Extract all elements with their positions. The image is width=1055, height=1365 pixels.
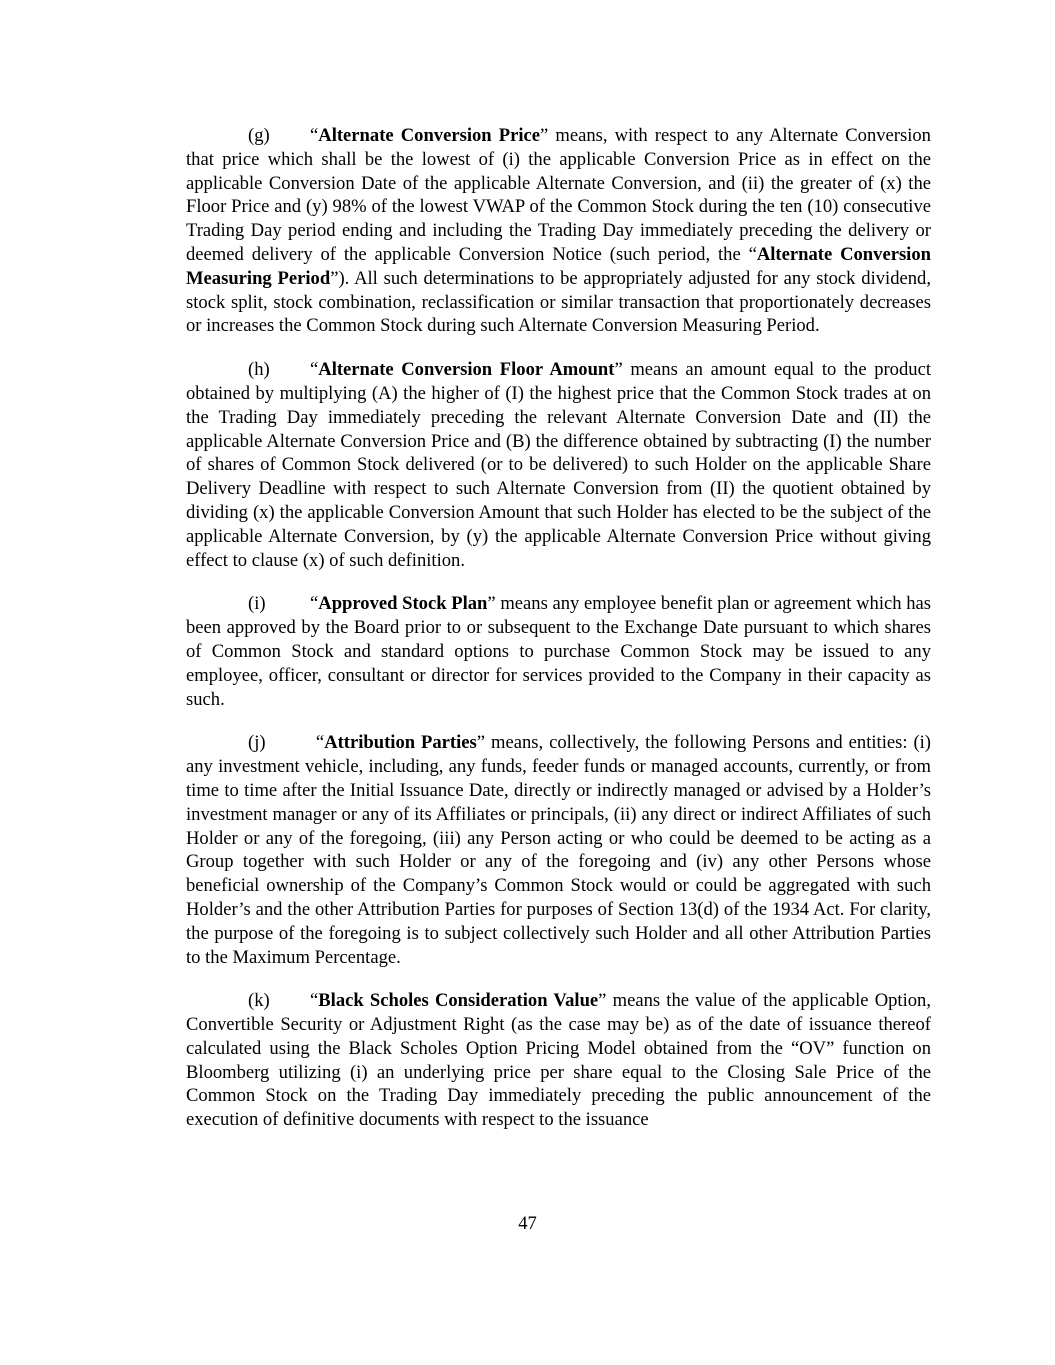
open-quote: “ [310, 990, 319, 1012]
definition-paragraph-i [186, 592, 931, 711]
definition-text: means any employee benefit plan or agreement which has been approved by the Board prior to or subsequent to the Exchange Date pursuant to which shares of Common Stock and standard options to purchase Common Stock may be issued to any employee, officer, consultant or director for services provided to the Company in their capacity as such. [186, 593, 931, 710]
definition-paragraph-j [186, 731, 931, 969]
definition-text-continued: ”). All such determinations to be appropriately adjusted for any stock dividend, stock split, stock combination, reclassification or similar transaction that proportionately decreases or increases the Common Stock during such Alternate Conversion Measuring Period. [186, 267, 931, 337]
defined-term-secondary: Alternate Conversion Measuring Period [186, 243, 931, 289]
definition-text: means the value of the applicable Option, Convertible Security or Adjustment Right (as the case may be) as of the date of issuance thereof calculated using the Black Scholes Option Pricing Model obtained from the “OV” function on Bloomberg utilizing (i) an underlying price per share equal to the Closing Sale Price of the Common Stock on the Trading Day immediately preceding the public announcement of the execution of definitive documents with respect to the issuance [186, 990, 931, 1131]
close-quote: ” [540, 125, 549, 146]
document-body [186, 124, 931, 1152]
definition-text: means, with respect to any Alternate Conversion that price which shall be the lowest of (i) the applicable Conversion Price as in effect on the applicable Conversion Date of the applicable Alternate Conversion, and (ii) the greater of (x) the Floor Price and (y) 98% of the lowest VWAP of the Common Stock during the ten (10) consecutive Trading Day period ending and including the Trading Day immediately preceding the delivery or deemed delivery of the applicable Conversion Notice (such period, the “ [186, 125, 931, 265]
paragraph-label: (i) [248, 593, 266, 615]
close-quote: ” [614, 359, 623, 381]
close-quote: ” [598, 990, 607, 1012]
defined-term: Black Scholes Consideration Value [318, 990, 599, 1012]
paragraph-label: (j) [248, 732, 266, 754]
definition-text: means an amount equal to the product obtained by multiplying (A) the higher of (I) the highest price that the Common Stock trades at on the Trading Day immediately preceding the relevant Alternate Conversion Date and (II) the applicable Alternate Conversion Price and (B) the difference obtained by subtracting (I) the number of shares of Common Stock delivered (or to be delivered) to such Holder on the applicable Share Delivery Deadline with respect to such Alternate Conversion from (II) the quotient obtained by dividing (x) the applicable Conversion Amount that such Holder has elected to be the subject of the applicable Alternate Conversion, by (y) the applicable Alternate Conversion Price without giving effect to clause (x) of such definition. [186, 359, 931, 571]
definition-paragraph-g [186, 124, 931, 338]
defined-term: Approved Stock Plan [318, 593, 488, 615]
definition-paragraph-k [186, 989, 931, 1132]
defined-term: Attribution Parties [324, 732, 477, 754]
paragraph-label: (g) [248, 125, 270, 146]
paragraph-label: (k) [248, 990, 270, 1012]
close-quote: ” [487, 593, 496, 615]
definition-text: means, collectively, the following Persons and entities: (i) any investment vehicle, including, any funds, feeder funds or managed accounts, currently, or from time to time after the Initial Issuance Date, directly or indirectly managed or advised by a Holder’s investment manager or any of its Affiliates or principals, (ii) any direct or indirect Affiliates of such Holder or any of the foregoing, (iii) any Person acting or who could be deemed to be acting as a Group together with such Holder or any of the foregoing and (iv) any other Persons whose beneficial ownership of the Company’s Common Stock would or could be aggregated with such Holder’s and the other Attribution Parties for purposes of Section 13(d) of the 1934 Act. For clarity, the purpose of the foregoing is to subject collectively such Holder and all other Attribution Parties to the Maximum Percentage. [186, 732, 931, 968]
close-quote: ” [476, 732, 486, 754]
definition-paragraph-h [186, 358, 931, 572]
open-quote: “ [310, 593, 319, 615]
page-number: 47 [518, 1213, 537, 1234]
defined-term: Alternate Conversion Floor Amount [318, 359, 615, 381]
defined-term: Alternate Conversion Price [318, 125, 541, 146]
paragraph-label: (h) [248, 359, 270, 381]
open-quote: “ [310, 732, 325, 754]
open-quote: “ [310, 125, 319, 146]
open-quote: “ [310, 359, 319, 381]
